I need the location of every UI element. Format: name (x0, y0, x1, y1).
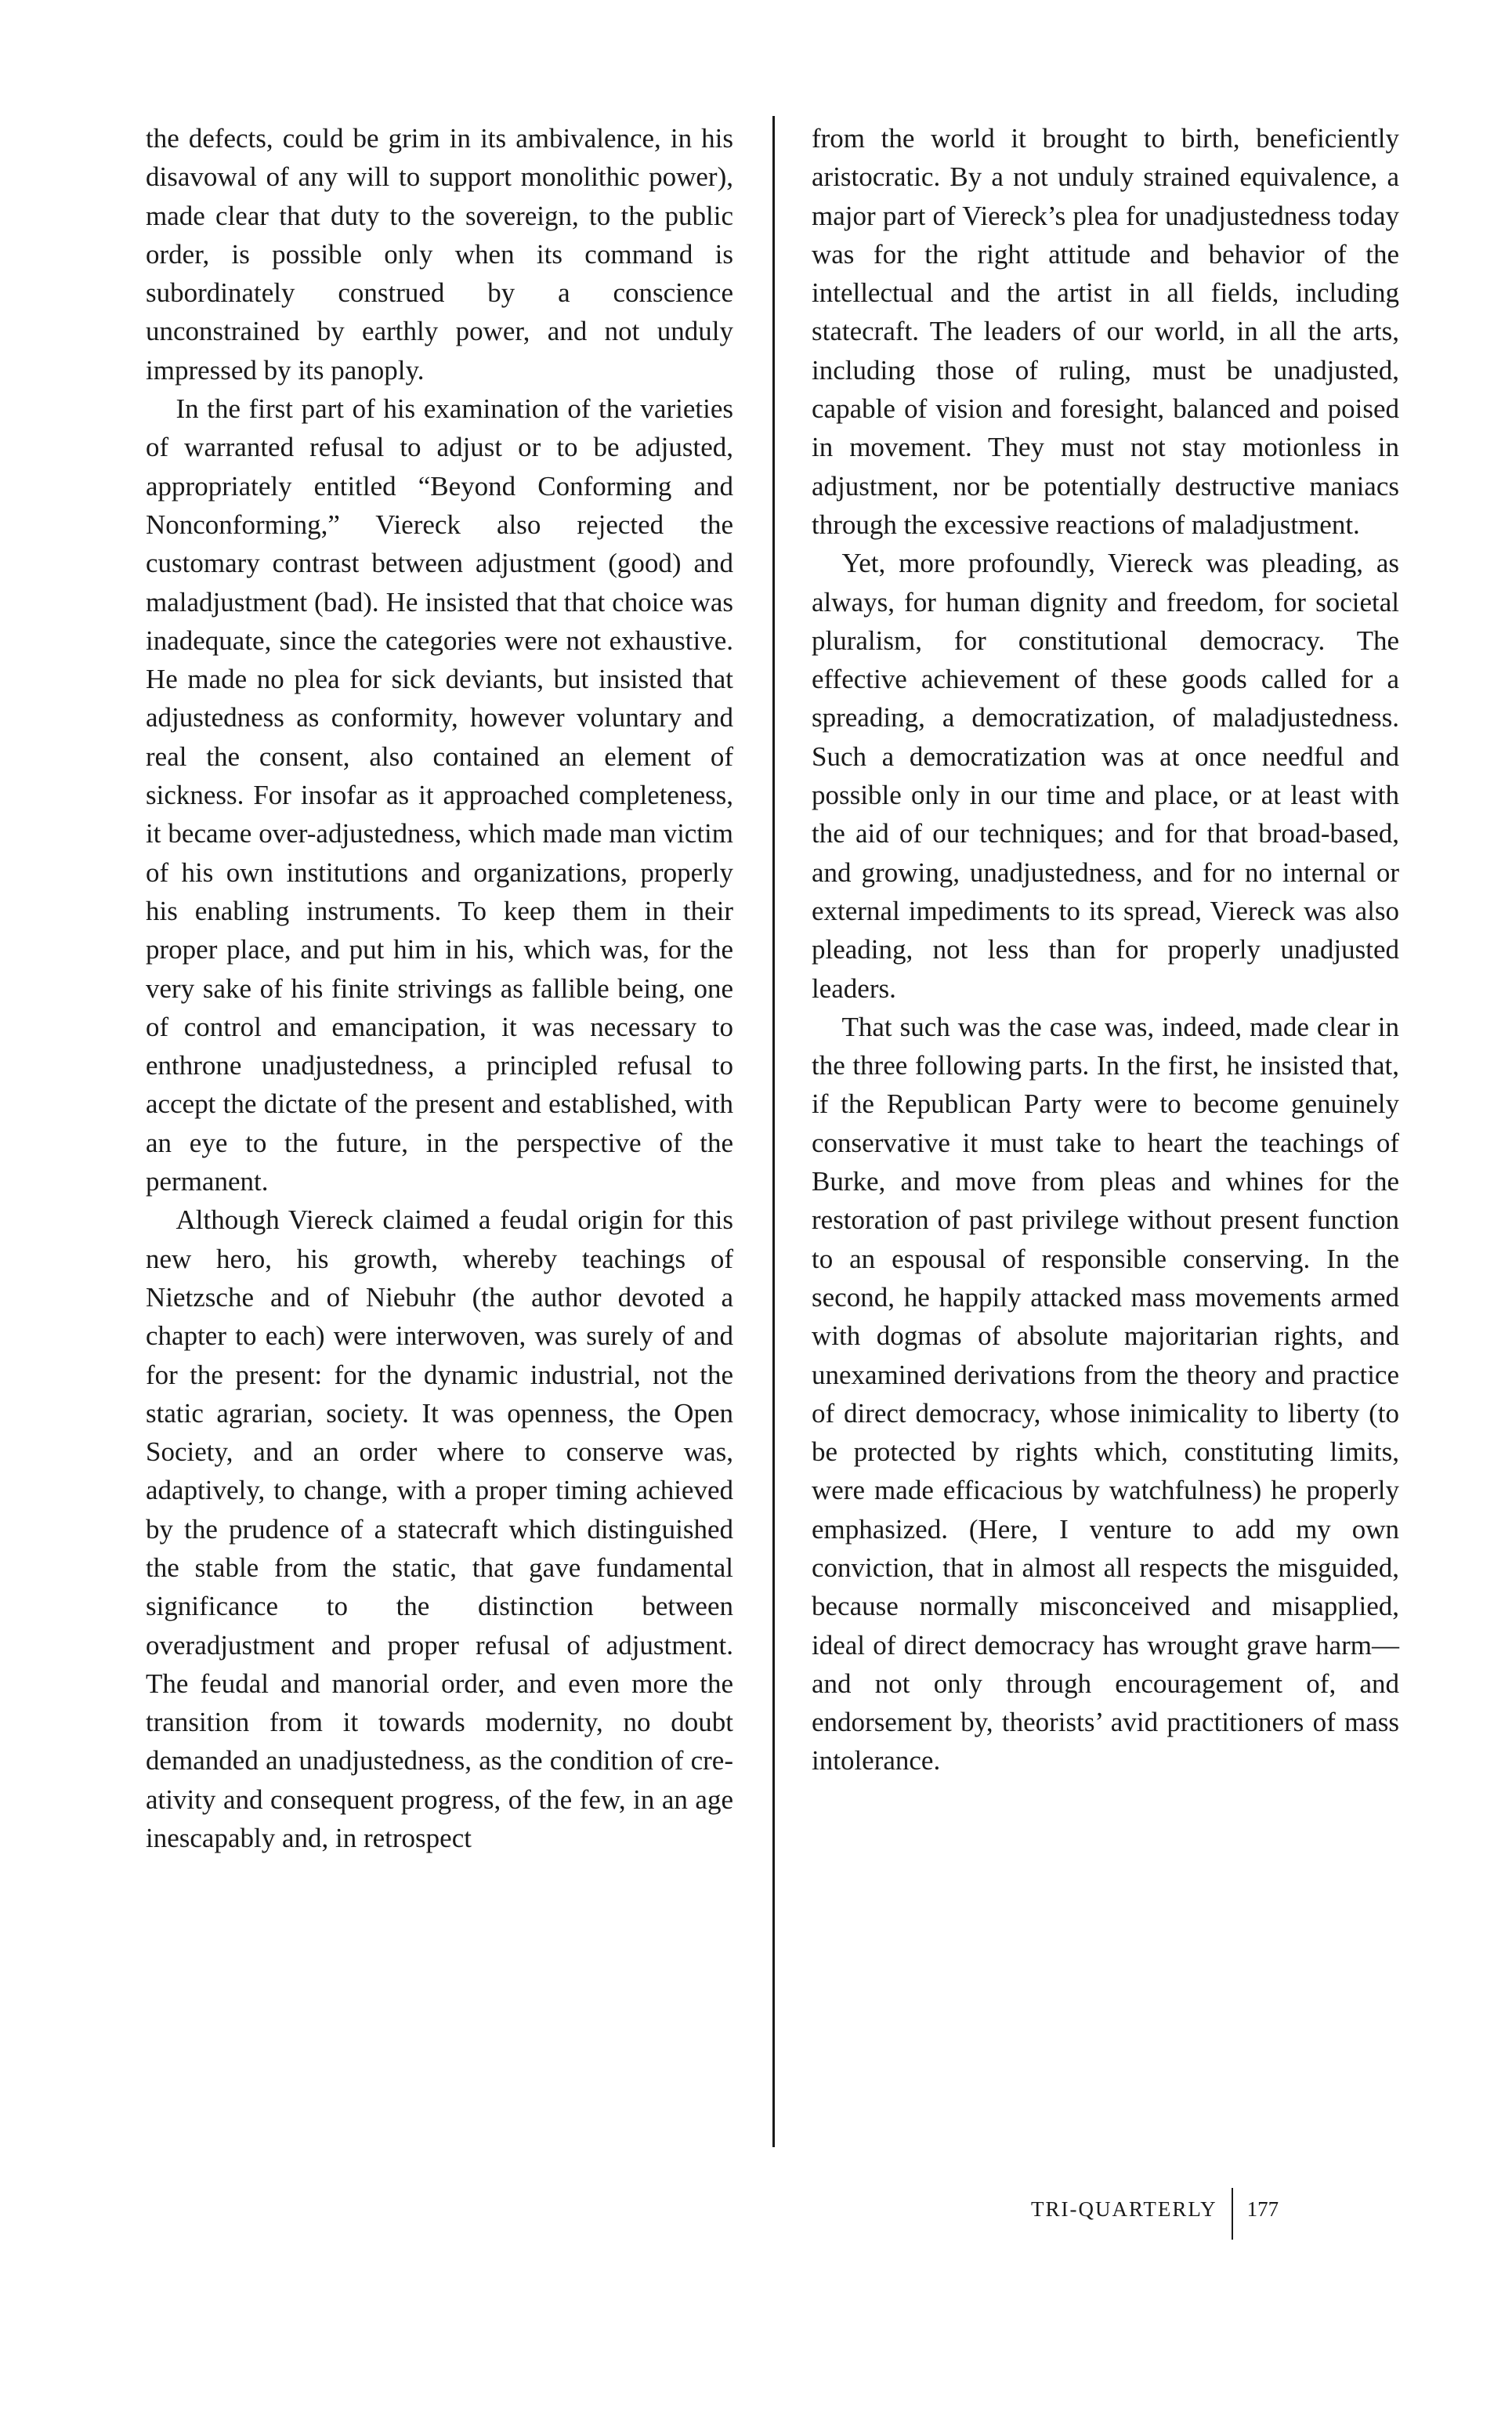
left-column (146, 119, 733, 1857)
page-number: 177 (1246, 2197, 1279, 2221)
page-footer (1031, 2188, 1279, 2243)
journal-title: TRI-QUARTERLY (1031, 2197, 1217, 2221)
paragraph: Yet, more profoundly, Viereck was pleading, as always, for human dignity and freedom, for societal pluralism, for constitutional democracy. The effective achievement of these goods called for a spreading, a democratization, of maladjustedness. Such a democratization was at once needful and possible only in our time and place, or at least with the aid of our techniques; and for that broad-based, and growing, unadjustedness, and for no internal or external impediments to its spread, Viereck was also pleading, not less than for properly unadjusted leaders. (812, 548, 1399, 1004)
right-column (812, 119, 1399, 1780)
paragraph: In the first part of his examination of the varieties of warranted refusal to adjust or to be adjusted, appropriately entitled “Beyond Conforming and Nonconforming,” Viereck also rejected the customary contrast between adjustment (good) and maladjustment (bad). He insisted that that choice was inadequate, since the categories were not exhaustive. He made no plea for sick deviants, but insisted that adjustedness as conformity, however voluntary and real the consent, also contained an element of sickness. For insofar as it approached completeness, it became over-adjustedness, which made man victim of his own institutions and organizations, properly his enabling instruments. To keep them in their proper place, and put him in his, which was, for the very sake of his finite strivings as fallible being, one of control and emancipation, it was necessary to enthrone unadjustedness, a principled refusal to accept the dictate of the present and established, with an eye to the future, in the perspective of the permanent. (146, 393, 733, 1197)
paragraph: the defects, could be grim in its ambivalence, in his disavowal of any will to support monolithic power), made clear that duty to the sovereign, to the public order, is possible only when its command is subordinately construed by a conscience unconstrained by earthly power, and not unduly impressed by its panoply. (146, 123, 733, 386)
paragraph: Although Viereck claimed a feudal origin for this new hero, his growth, whereby teachings of Nietzsche and of Niebuhr (the author devoted a chapter to each) were interwoven, was surely of and for the present: for the dynamic industrial, not the static agrarian, society. It was openness, the Open Society, and an order where to conserve was, adaptively, to change, with a proper timing achieved by the prudence of a statecraft which distinguished the stable from the static, that gave fundamental significance to the distinction between overadjustment and proper refusal of adjustment. The feudal and manorial order, and even more the transition from it towards modernity, no doubt demanded an unadjustedness, as the condition of creativity and consequent progress, of the few, in an age inescapably and, in retrospect (146, 1204, 733, 1854)
column-divider (772, 116, 775, 2147)
paragraph: That such was the case was, indeed, made clear in the three following parts. In the first, he insisted that, if the Republican Party were to become genuinely conservative it must take to heart the teachings of Burke, and move from pleas and whines for the restoration of past privilege without present function to an espousal of responsible conserving. In the second, he happily attacked mass movements armed with dogmas of absolute majoritarian rights, and unexamined derivations from the theory and practice of direct democracy, whose inimicality to liberty (to be protected by rights which, constituting limits, were made efficacious by watchfulness) he properly emphasized. (Here, I venture to add my own conviction, that in almost all respects the misguided, because normally misconceived and misapplied, ideal of direct democracy has wrought grave harm—and not only through encouragement of, and endorsement by, theorists’ avid practitioners of mass intolerance. (812, 1011, 1399, 1777)
paragraph: from the world it brought to birth, beneficiently aristocratic. By a not unduly strained equivalence, a major part of Viereck’s plea for unadjustedness today was for the right attitude and behavior of the intellectual and the artist in all fields, including statecraft. The leaders of our world, in all the arts, including those of ruling, must be unadjusted, capable of vision and foresight, balanced and poised in movement. They must not stay motionless in adjustment, nor be potentially destructive maniacs through the excessive reactions of maladjustment. (812, 123, 1399, 540)
